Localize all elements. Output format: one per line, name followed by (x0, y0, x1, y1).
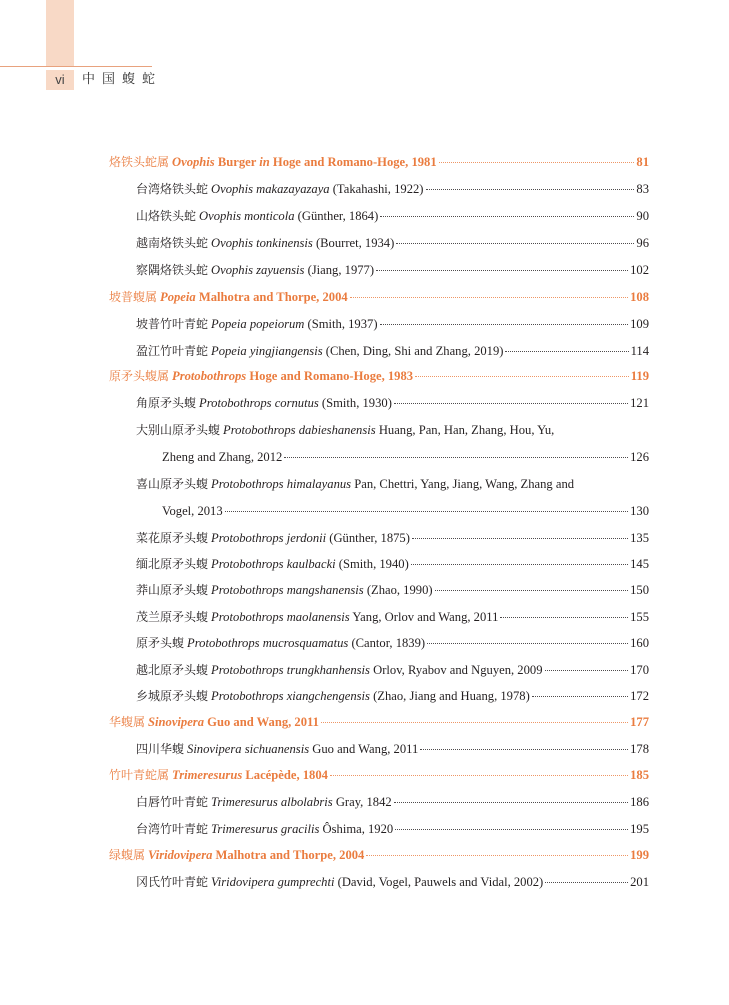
toc-entry-auth: (Chen, Ding, Shi and Zhang, 2019) (322, 344, 504, 358)
toc-entry[interactable] (136, 661, 649, 679)
toc-entry-sci: Ovophis makazayazaya (211, 182, 330, 196)
toc-entry-cn: 察隅烙铁头蛇 (136, 263, 209, 277)
toc-entry-continuation[interactable] (162, 502, 649, 520)
toc-entry[interactable] (136, 529, 649, 547)
toc-entry-cn: 盈江竹叶青蛇 (136, 344, 209, 358)
toc-entry-auth: (Cantor, 1839) (348, 636, 426, 650)
toc-entry-page: 126 (630, 450, 649, 464)
toc-entry-sci: Protobothrops xiangchengensis (211, 689, 370, 703)
toc-entry-auth: (David, Vogel, Pauwels and Vidal, 2002) (334, 875, 544, 889)
toc-entry-auth: Yang, Orlov and Wang, 2011 (349, 610, 499, 624)
toc-entry-sci: Popeia popeiorum (211, 317, 305, 331)
toc-entry-page: 186 (630, 795, 649, 809)
toc-entry-page: 102 (630, 263, 649, 277)
toc-entry-cn: 原矛头蝮属 (109, 369, 170, 383)
toc-entry-sci: Protobothrops kaulbacki (211, 557, 336, 571)
toc-entry-auth: (Jiang, 1977) (304, 263, 375, 277)
toc-entry[interactable] (136, 180, 649, 198)
dot-leader (435, 590, 629, 591)
dot-leader (505, 351, 628, 352)
toc-entry-sci: Protobothrops mucrosquamatus (187, 636, 349, 650)
toc-entry-page: 83 (636, 182, 649, 196)
toc-entry[interactable] (136, 873, 649, 891)
toc-entry-sci: Popeia yingjiangensis (211, 344, 323, 358)
toc-entry-sci: Protobothrops himalayanus (211, 477, 352, 491)
toc-entry-auth: (Smith, 1930) (318, 396, 392, 410)
toc-entry-sci: Sinovipera (148, 715, 204, 729)
toc-entry-auth: (Günther, 1875) (326, 531, 410, 545)
dot-leader (321, 722, 628, 723)
page-number: vi (46, 70, 74, 90)
dot-leader (394, 403, 628, 404)
toc-genus-sinovipera[interactable] (109, 713, 649, 731)
toc-entry-page: 90 (636, 209, 649, 223)
toc-entry-auth: Ôshima, 1920 (319, 822, 394, 836)
toc-entry-sci: Protobothrops jerdonii (211, 531, 327, 545)
toc-entry-auth: Malhotra and Thorpe, 2004 (195, 290, 348, 304)
toc-entry-cn: 华蝮属 (109, 715, 146, 729)
dot-leader (545, 882, 628, 883)
toc-entry-cn: 山烙铁头蛇 (136, 209, 197, 223)
toc-entry-page: 109 (630, 317, 649, 331)
toc-entry-auth: Pan, Chettri, Yang, Jiang, Wang, Zhang and (351, 477, 575, 491)
toc-genus-protobothrops[interactable] (109, 367, 649, 385)
dot-leader (350, 297, 628, 298)
toc-entry-auth: (Zhao, Jiang and Huang, 1978) (369, 689, 530, 703)
toc-entry[interactable] (136, 608, 649, 626)
toc-entry-page: 150 (630, 583, 649, 597)
toc-entry-cn: 坡普蝮属 (109, 290, 158, 304)
toc-entry-page: 108 (630, 290, 649, 304)
toc-entry-auth: Malhotra and Thorpe, 2004 (212, 848, 365, 862)
toc-genus-viridovipera[interactable] (109, 846, 649, 864)
toc-entry-auth: Orlov, Ryabov and Nguyen, 2009 (369, 663, 543, 677)
dot-leader (330, 775, 628, 776)
toc-entry[interactable] (136, 394, 649, 412)
dot-leader (376, 270, 628, 271)
toc-entry-sci: Ovophis (172, 155, 215, 169)
toc-entry-cn: 冈氏竹叶青蛇 (136, 875, 209, 889)
toc-entry-auth-cont: Zheng and Zhang, 2012 (162, 450, 283, 464)
toc-entry-sci: Trimeresurus albolabris (211, 795, 333, 809)
toc-entry-page: 201 (630, 875, 649, 889)
toc-entry-sci: Ovophis tonkinensis (211, 236, 313, 250)
toc-entry[interactable] (136, 475, 649, 493)
toc-entry-auth: (Günther, 1864) (294, 209, 379, 223)
toc-entry-sci: Sinovipera sichuanensis (187, 742, 310, 756)
dot-leader (532, 696, 628, 697)
toc-entry-cn: 茂兰原矛头蝮 (136, 610, 209, 624)
toc-entry-page: 145 (630, 557, 649, 571)
toc-entry-auth: (Takahashi, 1922) (329, 182, 424, 196)
toc-entry[interactable] (136, 793, 649, 811)
toc-genus-trimeresurus[interactable] (109, 766, 649, 784)
dot-leader (420, 749, 628, 750)
toc-entry-page: 81 (636, 155, 649, 169)
toc-entry-cn: 莽山原矛头蝮 (136, 583, 209, 597)
dot-leader (395, 829, 628, 830)
toc-entry-sci: Protobothrops (172, 369, 247, 383)
dot-leader (426, 189, 635, 190)
toc-entry-page: 199 (630, 848, 649, 862)
toc-entry[interactable] (136, 687, 649, 705)
toc-entry[interactable] (136, 555, 649, 573)
toc-entry[interactable] (136, 421, 649, 439)
toc-entry-page: 177 (630, 715, 649, 729)
toc-entry-sci: Popeia (160, 290, 196, 304)
toc-entry-sci: Trimeresurus gracilis (211, 822, 320, 836)
toc-entry-sci: Trimeresurus (172, 768, 243, 782)
dot-leader (415, 376, 629, 377)
toc-entry-auth: Guo and Wang, 2011 (309, 742, 419, 756)
toc-entry-cn: 竹叶青蛇属 (109, 768, 170, 782)
toc-entry-sci: Protobothrops dabieshanensis (223, 423, 376, 437)
toc-entry-page: 160 (630, 636, 649, 650)
dot-leader (500, 617, 628, 618)
dot-leader (366, 855, 628, 856)
toc-entry-sci: Viridovipera (148, 848, 213, 862)
toc-entry-cn: 大别山原矛头蝮 (136, 423, 221, 437)
toc-entry[interactable] (136, 740, 649, 758)
toc-entry-cn: 绿蝮属 (109, 848, 146, 862)
dot-leader (412, 538, 628, 539)
toc-entry-page: 130 (630, 504, 649, 518)
toc-entry[interactable] (136, 315, 649, 333)
book-title: 中国蝮蛇 (82, 72, 163, 87)
toc-entry[interactable] (136, 207, 649, 225)
toc-entry-page: 96 (636, 236, 649, 250)
toc-entry-cn: 烙铁头蛇属 (109, 155, 170, 169)
toc-entry-auth-cont: Vogel, 2013 (162, 504, 223, 518)
toc-entry-auth: Lacépède, 1804 (242, 768, 328, 782)
toc-entry-auth: (Bourret, 1934) (312, 236, 395, 250)
dot-leader (380, 216, 634, 217)
toc-entry[interactable] (136, 261, 649, 279)
toc-entry-sci: Protobothrops trungkhanhensis (211, 663, 370, 677)
toc-entry-auth: Hoge and Romano-Hoge, 1983 (246, 369, 414, 383)
toc-entry-cn: 台湾烙铁头蛇 (136, 182, 209, 196)
toc-entry-sci: Ovophis monticola (199, 209, 295, 223)
toc-entry[interactable] (136, 234, 649, 252)
toc-entry[interactable] (136, 342, 649, 360)
dot-leader (439, 162, 635, 163)
toc-entry-cn: 乡城原矛头蝮 (136, 689, 209, 703)
toc-entry-cn: 越南烙铁头蛇 (136, 236, 209, 250)
toc-entry-page: 121 (630, 396, 649, 410)
dot-leader (427, 643, 628, 644)
toc-entry-page: 170 (630, 663, 649, 677)
toc-entry-auth: (Smith, 1940) (335, 557, 409, 571)
toc-entry-cn: 原矛头蝮 (136, 636, 185, 650)
toc-entry-sci: Protobothrops cornutus (199, 396, 319, 410)
toc-genus-ovophis[interactable] (109, 153, 649, 171)
toc-entry[interactable] (136, 581, 649, 599)
toc-entry-page: 195 (630, 822, 649, 836)
dot-leader (545, 670, 629, 671)
toc-entry-auth-in: in (259, 155, 270, 169)
toc-entry-auth: (Smith, 1937) (304, 317, 378, 331)
toc-entry-sci: Ovophis zayuensis (211, 263, 305, 277)
toc-entry-cn: 缅北原矛头蝮 (136, 557, 209, 571)
dot-leader (396, 243, 634, 244)
toc-entry-cn: 喜山原矛头蝮 (136, 477, 209, 491)
toc-entry-auth: (Zhao, 1990) (363, 583, 433, 597)
toc-entry-page: 114 (630, 344, 649, 358)
toc-entry-page: 119 (630, 369, 649, 383)
toc-entry-page: 155 (630, 610, 649, 624)
toc-entry-sci: Protobothrops mangshanensis (211, 583, 364, 597)
toc-entry-cn: 角原矛头蝮 (136, 396, 197, 410)
toc-entry[interactable] (136, 634, 649, 652)
toc-entry-continuation[interactable] (162, 448, 649, 466)
dot-leader (284, 457, 628, 458)
toc-entry-page: 185 (630, 768, 649, 782)
toc-entry-cn: 四川华蝮 (136, 742, 185, 756)
toc-entry-auth: Burger (214, 155, 260, 169)
toc-entry-auth: Guo and Wang, 2011 (204, 715, 319, 729)
toc-entry-cn: 台湾竹叶青蛇 (136, 822, 209, 836)
dot-leader (380, 324, 629, 325)
toc-entry-page: 135 (630, 531, 649, 545)
toc-entry-auth: Gray, 1842 (332, 795, 392, 809)
dot-leader (411, 564, 628, 565)
toc-entry-cn: 菜花原矛头蝮 (136, 531, 209, 545)
toc-entry-cn: 越北原矛头蝮 (136, 663, 209, 677)
toc-entry-page: 172 (630, 689, 649, 703)
toc-entry-auth: Huang, Pan, Han, Zhang, Hou, Yu, (375, 423, 555, 437)
toc-entry[interactable] (136, 820, 649, 838)
dot-leader (225, 511, 628, 512)
toc-entry-cn: 坡普竹叶青蛇 (136, 317, 209, 331)
toc-genus-popeia[interactable] (109, 288, 649, 306)
dot-leader (394, 802, 628, 803)
toc-entry-cn: 白唇竹叶青蛇 (136, 795, 209, 809)
toc-entry-auth: Hoge and Romano-Hoge, 1981 (269, 155, 437, 169)
toc-entry-page: 178 (630, 742, 649, 756)
toc-entry-sci: Viridovipera gumprechti (211, 875, 335, 889)
toc-entry-sci: Protobothrops maolanensis (211, 610, 350, 624)
